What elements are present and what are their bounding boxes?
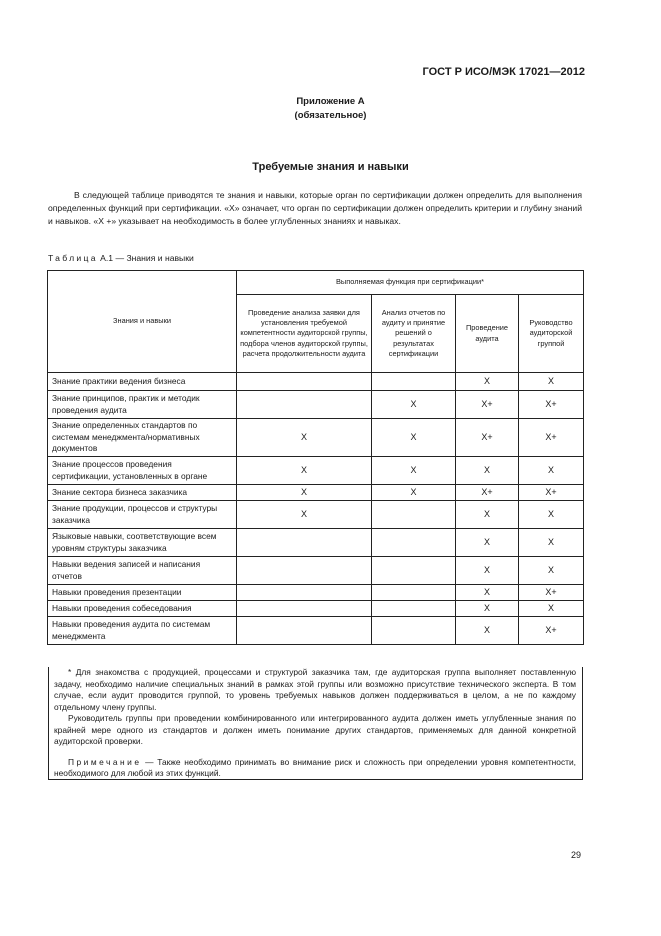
- document-header: ГОСТ Р ИСО/МЭК 17021—2012: [422, 66, 585, 78]
- table-cell: X: [237, 501, 372, 529]
- table-cell: X+: [519, 585, 584, 601]
- section-title: Требуемые знания и навыки: [252, 161, 409, 173]
- table-cell: X: [519, 373, 584, 391]
- table-cell: [372, 373, 456, 391]
- table-cell: X: [456, 601, 519, 617]
- header-audit: Проведение аудита: [456, 295, 519, 373]
- row-label: Языковые навыки, соответствующие всем уровням структуры заказчика: [48, 529, 237, 557]
- row-label: Знание определенных стандартов по системам менеджмента/нормативных документов: [48, 419, 237, 457]
- table-cell: X+: [519, 419, 584, 457]
- table-cell: [372, 601, 456, 617]
- table-cell: X: [456, 529, 519, 557]
- page-number: 29: [571, 850, 582, 860]
- table-row: [48, 501, 584, 529]
- table-cell: X+: [456, 485, 519, 501]
- table-cell: X: [237, 419, 372, 457]
- table-row: [48, 457, 584, 485]
- row-label: Знание принципов, практик и методик проведения аудита: [48, 391, 237, 419]
- table-cell: [237, 617, 372, 645]
- table-cell: [237, 373, 372, 391]
- table-cell: X: [372, 457, 456, 485]
- table-cell: X+: [456, 419, 519, 457]
- table-row: [48, 419, 584, 457]
- table-cell: [237, 585, 372, 601]
- note-paragraph: [54, 757, 576, 780]
- table-cell: [372, 529, 456, 557]
- table-cell: X: [456, 457, 519, 485]
- header-knowledge: Знания и навыки: [48, 271, 237, 373]
- table-cell: [237, 557, 372, 585]
- table-row: [48, 601, 584, 617]
- table-cell: X: [372, 391, 456, 419]
- table-cell: X: [237, 457, 372, 485]
- table-cell: X: [519, 601, 584, 617]
- table-cell: X: [519, 529, 584, 557]
- table-cell: X: [456, 617, 519, 645]
- annex-subtitle: (обязательное): [294, 110, 367, 121]
- table-row: [48, 373, 584, 391]
- header-team-lead: Руководство аудиторской группой: [519, 295, 584, 373]
- table-cell: [372, 501, 456, 529]
- table-header-row: [48, 271, 584, 295]
- table-cell: [237, 601, 372, 617]
- table-cell: X: [519, 557, 584, 585]
- table-cell: X: [372, 485, 456, 501]
- table-caption-rest: А.1 — Знания и навыки: [97, 253, 194, 263]
- table-cell: X: [456, 373, 519, 391]
- table-row: [48, 617, 584, 645]
- table-cell: X: [519, 501, 584, 529]
- footnote-block: [54, 667, 576, 780]
- table-cell: [237, 391, 372, 419]
- row-label: Знание сектора бизнеса заказчика: [48, 485, 237, 501]
- table-row: [48, 585, 584, 601]
- table-cell: X: [372, 419, 456, 457]
- footnote-paragraph-1: * Для знакомства с продукцией, процессами и структурой заказчика там, где аудиторская группа выполняет поставленную задачу, необходимо наличие специальных знаний в рамках этой группы или возможно присутствие технического эксперта. В том случае, если аудит проводится группой, то уровень требуемых навыков должен поддерживаться в целом, а не по каждому отдельному члену группы.: [54, 667, 576, 712]
- header-report-review: Анализ отчетов по аудиту и принятие решений о результатах сертификации: [372, 295, 456, 373]
- table-row: [48, 529, 584, 557]
- row-label: Навыки ведения записей и написания отчетов: [48, 557, 237, 585]
- note-label: Примечание: [68, 756, 142, 767]
- table-row: [48, 557, 584, 585]
- table-cell: X+: [519, 485, 584, 501]
- intro-paragraph: В следующей таблице приводятся те знания и навыки, которые орган по сертификации должен определить для выполнения определенных функций при сертификации. «X» означает, что орган по сертификации должен определить критерии и глубину знаний и навыков. «X +» указывает на необходимость в более углубленных знаниях и навыках.: [48, 190, 582, 227]
- annex-title: Приложение А: [296, 96, 365, 107]
- table-cell: X+: [456, 391, 519, 419]
- table-cell: X+: [519, 617, 584, 645]
- row-label: Навыки проведения аудита по системам менеджмента: [48, 617, 237, 645]
- row-label: Навыки проведения презентации: [48, 585, 237, 601]
- header-application-review: Проведение анализа заявки для установления требуемой компетентности аудиторской группы, подбора членов аудиторской группы, расчета продолжительности аудита: [237, 295, 372, 373]
- knowledge-table: [47, 270, 584, 645]
- table-row: [48, 485, 584, 501]
- table-cell: [237, 529, 372, 557]
- table-row: [48, 391, 584, 419]
- row-label: Знание продукции, процессов и структуры заказчика: [48, 501, 237, 529]
- table-cell: [372, 617, 456, 645]
- table-cell: X: [456, 501, 519, 529]
- note-text: — Также необходимо принимать во внимание риск и сложность при определении уровня компетентности, необходимого для любой из этих функций.: [54, 756, 576, 778]
- row-label: Знание практики ведения бизнеса: [48, 373, 237, 391]
- table-cell: X: [519, 457, 584, 485]
- footnote-paragraph-2: Руководитель группы при проведении комбинированного или интегрированного аудита должен иметь углубленные знания по крайней мере одного из стандартов и должен иметь понимание других стандартов, применяемых для данной конкретной аудиторской проверки.: [54, 713, 576, 746]
- table-cell: [372, 557, 456, 585]
- table-cell: [372, 585, 456, 601]
- table-cell: X: [456, 557, 519, 585]
- annex-heading: [0, 95, 661, 123]
- table-cell: X: [237, 485, 372, 501]
- table-cell: X+: [519, 391, 584, 419]
- row-label: Навыки проведения собеседования: [48, 601, 237, 617]
- table-cell: X: [456, 585, 519, 601]
- table-caption-prefix: Таблица: [48, 253, 98, 263]
- header-function-group: Выполняемая функция при сертификации*: [237, 271, 584, 295]
- table-caption: [48, 253, 194, 263]
- row-label: Знание процессов проведения сертификации, установленных в органе: [48, 457, 237, 485]
